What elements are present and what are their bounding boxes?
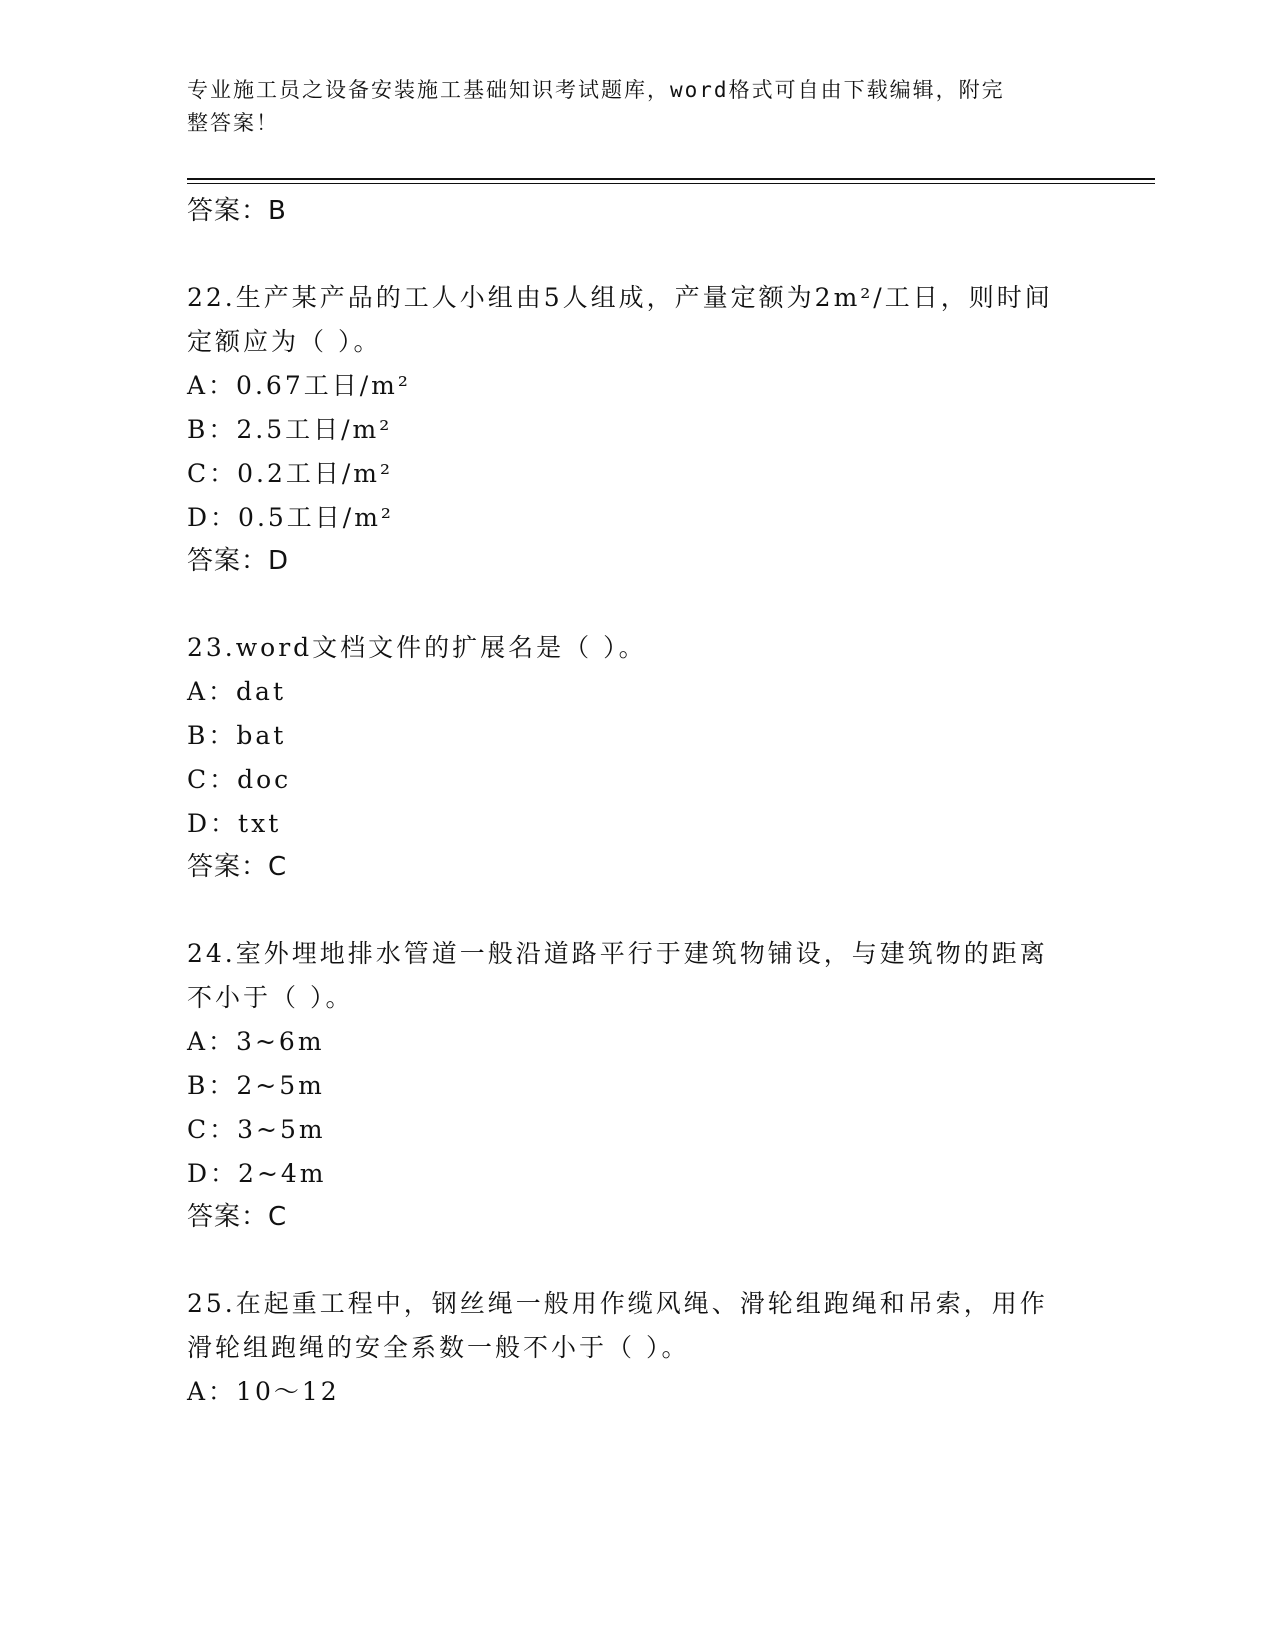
question-22-option-d: D：0.5工日/m² bbox=[187, 503, 394, 532]
header-rule-thin bbox=[187, 183, 1155, 184]
question-22-option-c: C：0.2工日/m² bbox=[187, 459, 394, 488]
previous-answer: 答案：B bbox=[187, 196, 287, 226]
question-22-answer: 答案：D bbox=[187, 546, 290, 576]
question-24-option-a: A：3~6m bbox=[187, 1027, 325, 1056]
question-22-option-a: A：0.67工日/m² bbox=[187, 371, 411, 400]
header-line-2: 整答案！ bbox=[187, 111, 279, 135]
header-line-1: 专业施工员之设备安装施工基础知识考试题库，word格式可自由下载编辑，附完 bbox=[187, 78, 1005, 102]
page-header bbox=[187, 74, 1067, 140]
question-24-stem-line-1: 24.室外埋地排水管道一般沿道路平行于建筑物铺设，与建筑物的距离 bbox=[187, 939, 1048, 968]
question-23-option-a: A：dat bbox=[187, 677, 287, 706]
question-23-option-b: B：bat bbox=[187, 721, 287, 750]
question-24-option-b: B：2~5m bbox=[187, 1071, 325, 1100]
question-25-stem-line-2: 滑轮组跑绳的安全系数一般不小于（ ）。 bbox=[187, 1333, 690, 1362]
question-23-answer: 答案：C bbox=[187, 852, 288, 882]
question-22-stem-line-2: 定额应为（ ）。 bbox=[187, 327, 382, 356]
header-rule-thick bbox=[187, 178, 1155, 180]
question-23-option-c: C：doc bbox=[187, 765, 292, 794]
question-23-option-d: D：txt bbox=[187, 809, 282, 838]
question-24-option-d: D：2~4m bbox=[187, 1159, 327, 1188]
question-24-answer: 答案：C bbox=[187, 1202, 288, 1232]
question-25-option-a: A：10～12 bbox=[187, 1377, 340, 1406]
question-24-stem-line-2: 不小于（ ）。 bbox=[187, 983, 354, 1012]
question-23-stem-line-1: 23.word文档文件的扩展名是（ ）。 bbox=[187, 633, 647, 662]
question-25-stem-line-1: 25.在起重工程中，钢丝绳一般用作缆风绳、滑轮组跑绳和吊索，用作 bbox=[187, 1289, 1048, 1318]
question-24-option-c: C：3~5m bbox=[187, 1115, 326, 1144]
question-22-option-b: B：2.5工日/m² bbox=[187, 415, 393, 444]
question-22-stem-line-1: 22.生产某产品的工人小组由5人组成，产量定额为2m²/工日，则时间 bbox=[187, 283, 1053, 312]
